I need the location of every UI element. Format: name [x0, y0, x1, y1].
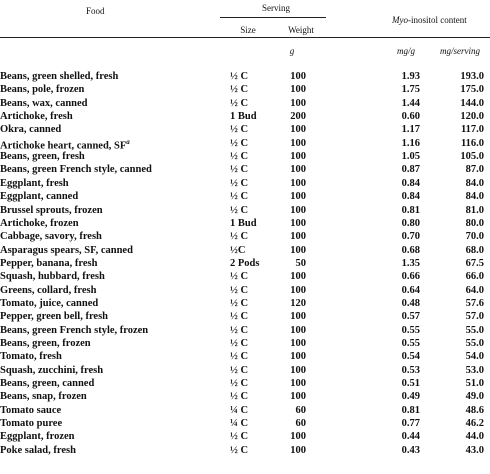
cell-size: ½ C [230, 204, 249, 216]
cell-food: Eggplant, fresh [0, 177, 69, 189]
cell-size: ½ C [230, 71, 249, 82]
cell-weight: 100 [290, 97, 306, 109]
cell-food: Squash, zucchini, fresh [0, 364, 104, 376]
cell-food: Beans, green, frozen [0, 338, 91, 349]
cell-weight: 100 [290, 431, 306, 443]
cell-mg-per-serving: 51.0 [465, 378, 484, 390]
cell-weight: 100 [290, 444, 306, 456]
cell-weight: 100 [290, 364, 306, 376]
header-serving: Serving [262, 3, 290, 13]
cell-size: 1 Bud [230, 217, 257, 229]
cell-food: Eggplant, canned [0, 191, 79, 203]
cell-food: Beans, wax, canned [0, 97, 88, 109]
cell-food: Brussel sprouts, frozen [0, 204, 103, 216]
cell-size: ½ C [230, 351, 249, 363]
cell-mg-per-g: 0.64 [401, 284, 420, 296]
cell-weight: 100 [290, 231, 306, 243]
cell-food: Tomato, fresh [0, 351, 62, 363]
cell-food: Pepper, banana, fresh [0, 257, 98, 269]
cell-mg-per-g: 0.68 [401, 244, 420, 256]
cell-mg-per-serving: 120.0 [460, 111, 484, 122]
cell-mg-per-g: 0.53 [401, 364, 420, 376]
cell-mg-per-g: 0.60 [401, 111, 420, 122]
cell-weight: 100 [290, 204, 306, 216]
cell-mg-per-g: 0.84 [401, 177, 420, 189]
cell-mg-per-g: 0.77 [401, 418, 420, 430]
cell-weight: 60 [295, 404, 306, 416]
cell-mg-per-serving: 49.0 [465, 391, 484, 403]
cell-food: Greens, collard, fresh [0, 284, 97, 296]
cell-weight: 100 [290, 324, 306, 336]
cell-mg-per-g: 1.75 [401, 84, 420, 96]
cell-weight: 100 [290, 137, 306, 149]
cell-weight: 100 [290, 351, 306, 363]
cell-mg-per-g: 1.93 [401, 71, 420, 82]
cell-mg-per-g: 0.57 [401, 311, 420, 323]
header-content: Myo-inositol content [392, 15, 467, 25]
cell-mg-per-serving: 105.0 [460, 151, 484, 163]
unit-weight: g [289, 46, 295, 56]
cell-mg-per-serving: 57.6 [465, 297, 484, 309]
cell-mg-per-serving: 81.0 [465, 204, 484, 216]
cell-mg-per-g: 0.51 [401, 378, 420, 390]
serving-underline [220, 17, 326, 18]
cell-size: ½ C [230, 324, 249, 336]
cell-food: Tomato, juice, canned [0, 297, 99, 309]
cell-food: Squash, hubbard, fresh [0, 271, 105, 283]
cell-mg-per-g: 0.81 [401, 404, 420, 416]
cell-food: Beans, snap, frozen [0, 391, 87, 403]
cell-weight: 100 [290, 177, 306, 189]
cell-food: Beans, green French style, frozen [0, 324, 149, 336]
cell-food: Tomato puree [0, 418, 63, 430]
cell-size: ½ C [230, 311, 249, 323]
cell-weight: 100 [290, 244, 306, 256]
cell-size: ½ C [230, 284, 249, 296]
cell-mg-per-g: 0.87 [401, 164, 420, 176]
cell-weight: 100 [290, 271, 306, 283]
cell-size: ½ C [230, 391, 249, 403]
cell-mg-per-serving: 48.6 [465, 404, 484, 416]
cell-mg-per-serving: 117.0 [460, 124, 484, 136]
cell-mg-per-serving: 54.0 [465, 351, 484, 363]
cell-size: ½ C [230, 271, 249, 283]
cell-mg-per-serving: 193.0 [460, 71, 484, 82]
cell-mg-per-g: 0.81 [401, 204, 420, 216]
cell-food: Cabbage, savory, fresh [0, 231, 102, 243]
cell-weight: 100 [290, 151, 306, 163]
cell-weight: 100 [290, 311, 306, 323]
cell-size: ½ C [230, 444, 249, 456]
cell-mg-per-g: 0.80 [401, 217, 420, 229]
cell-food: Artichoke heart, canned, $SF^a$ [0, 137, 130, 152]
cell-size: ½ C [230, 191, 249, 203]
cell-mg-per-serving: 46.2 [465, 418, 484, 430]
cell-food: Beans, green shelled, fresh [0, 71, 119, 82]
cell-size: ¼ C [230, 404, 249, 416]
cell-size: ½ C [230, 164, 249, 176]
cell-weight: 100 [290, 164, 306, 176]
cell-food: Beans, green, fresh [0, 151, 85, 163]
cell-mg-per-g: 1.35 [401, 257, 420, 269]
cell-mg-per-serving: 70.0 [465, 231, 484, 243]
cell-food: Asparagus spears, SF, canned [0, 244, 133, 256]
cell-size: ½ C [230, 177, 249, 189]
cell-mg-per-serving: 43.0 [465, 444, 484, 456]
cell-mg-per-g: 0.54 [401, 351, 420, 363]
cell-food: Beans, pole, frozen [0, 84, 85, 96]
cell-size: ½ C [230, 364, 249, 376]
header-weight: Weight [288, 25, 314, 35]
header-food: Food [86, 6, 105, 16]
cell-size: ½ C [230, 151, 249, 163]
cell-weight: 100 [290, 378, 306, 390]
cell-weight: 100 [290, 338, 306, 349]
cell-mg-per-serving: 67.5 [465, 257, 484, 269]
cell-mg-per-serving: 144.0 [460, 97, 484, 109]
unit-mg-per-g: mg/g [397, 46, 415, 56]
cell-mg-per-serving: 55.0 [465, 338, 484, 349]
cell-size: ½ C [230, 297, 249, 309]
cell-mg-per-serving: 53.0 [465, 364, 484, 376]
cell-mg-per-g: 0.55 [401, 324, 420, 336]
cell-mg-per-serving: 116.0 [460, 137, 484, 149]
cell-mg-per-g: 0.70 [401, 231, 420, 243]
cell-food: Artichoke, frozen [0, 217, 79, 229]
cell-size: ¼ C [230, 418, 249, 430]
cell-food: Eggplant, frozen [0, 431, 75, 443]
cell-mg-per-g: 0.43 [401, 444, 420, 456]
cell-mg-per-serving: 55.0 [465, 324, 484, 336]
cell-mg-per-serving: 68.0 [465, 244, 484, 256]
cell-size: ½ C [230, 84, 249, 96]
cell-weight: 120 [290, 297, 306, 309]
cell-food: Artichoke, fresh [0, 111, 73, 122]
cell-weight: 100 [290, 124, 306, 136]
cell-mg-per-g: 1.05 [401, 151, 420, 163]
cell-size: 2 Pods [230, 257, 260, 269]
cell-weight: 100 [290, 217, 306, 229]
cell-weight: 200 [290, 111, 306, 122]
cell-mg-per-g: 1.44 [401, 97, 420, 109]
cell-food: Tomato sauce [0, 404, 62, 416]
cell-mg-per-g: 0.48 [401, 297, 420, 309]
cell-size: 1 Bud [230, 111, 257, 122]
cell-mg-per-serving: 80.0 [465, 217, 484, 229]
cell-mg-per-serving: 57.0 [465, 311, 484, 323]
cell-food: Beans, green, canned [0, 378, 95, 390]
cell-weight: 100 [290, 71, 306, 82]
cell-weight: 100 [290, 191, 306, 203]
cell-mg-per-serving: 66.0 [465, 271, 484, 283]
cell-mg-per-g: 1.17 [401, 124, 420, 136]
cell-size: ½ C [230, 231, 249, 243]
cell-size: ½ C [230, 338, 249, 349]
unit-mg-per-serving: mg/serving [440, 46, 480, 56]
cell-mg-per-g: 0.66 [401, 271, 420, 283]
cell-mg-per-serving: 87.0 [465, 164, 484, 176]
header-rule [0, 37, 490, 38]
cell-mg-per-serving: 64.0 [465, 284, 484, 296]
cell-size: ½ C [230, 137, 249, 149]
cell-mg-per-serving: 44.0 [465, 431, 484, 443]
cell-mg-per-serving: 84.0 [465, 177, 484, 189]
cell-food: Beans, green French style, canned [0, 164, 152, 176]
cell-mg-per-g: 0.49 [401, 391, 420, 403]
cell-food: Okra, canned [0, 124, 62, 136]
cell-weight: 100 [290, 84, 306, 96]
cell-size: ½ C [230, 431, 249, 443]
footnote-marker: a [126, 137, 130, 146]
cell-size: ½ C [230, 378, 249, 390]
cell-size: ½ C [230, 124, 249, 136]
cell-food: Pepper, green bell, fresh [0, 311, 109, 323]
cell-mg-per-g: 0.55 [401, 338, 420, 349]
cell-mg-per-serving: 175.0 [460, 84, 484, 96]
cell-mg-per-g: 0.44 [401, 431, 420, 443]
cell-food: Poke salad, fresh [0, 444, 76, 456]
cell-weight: 100 [290, 284, 306, 296]
cell-size: ½ C [230, 97, 249, 109]
cell-weight: 50 [295, 257, 306, 269]
cell-size: ½C [230, 244, 246, 256]
cell-weight: 60 [295, 418, 306, 430]
cell-mg-per-g: 0.84 [401, 191, 420, 203]
cell-weight: 100 [290, 391, 306, 403]
cell-mg-per-g: 1.16 [401, 137, 420, 149]
header-size: Size [240, 25, 256, 35]
cell-mg-per-serving: 84.0 [465, 191, 484, 203]
